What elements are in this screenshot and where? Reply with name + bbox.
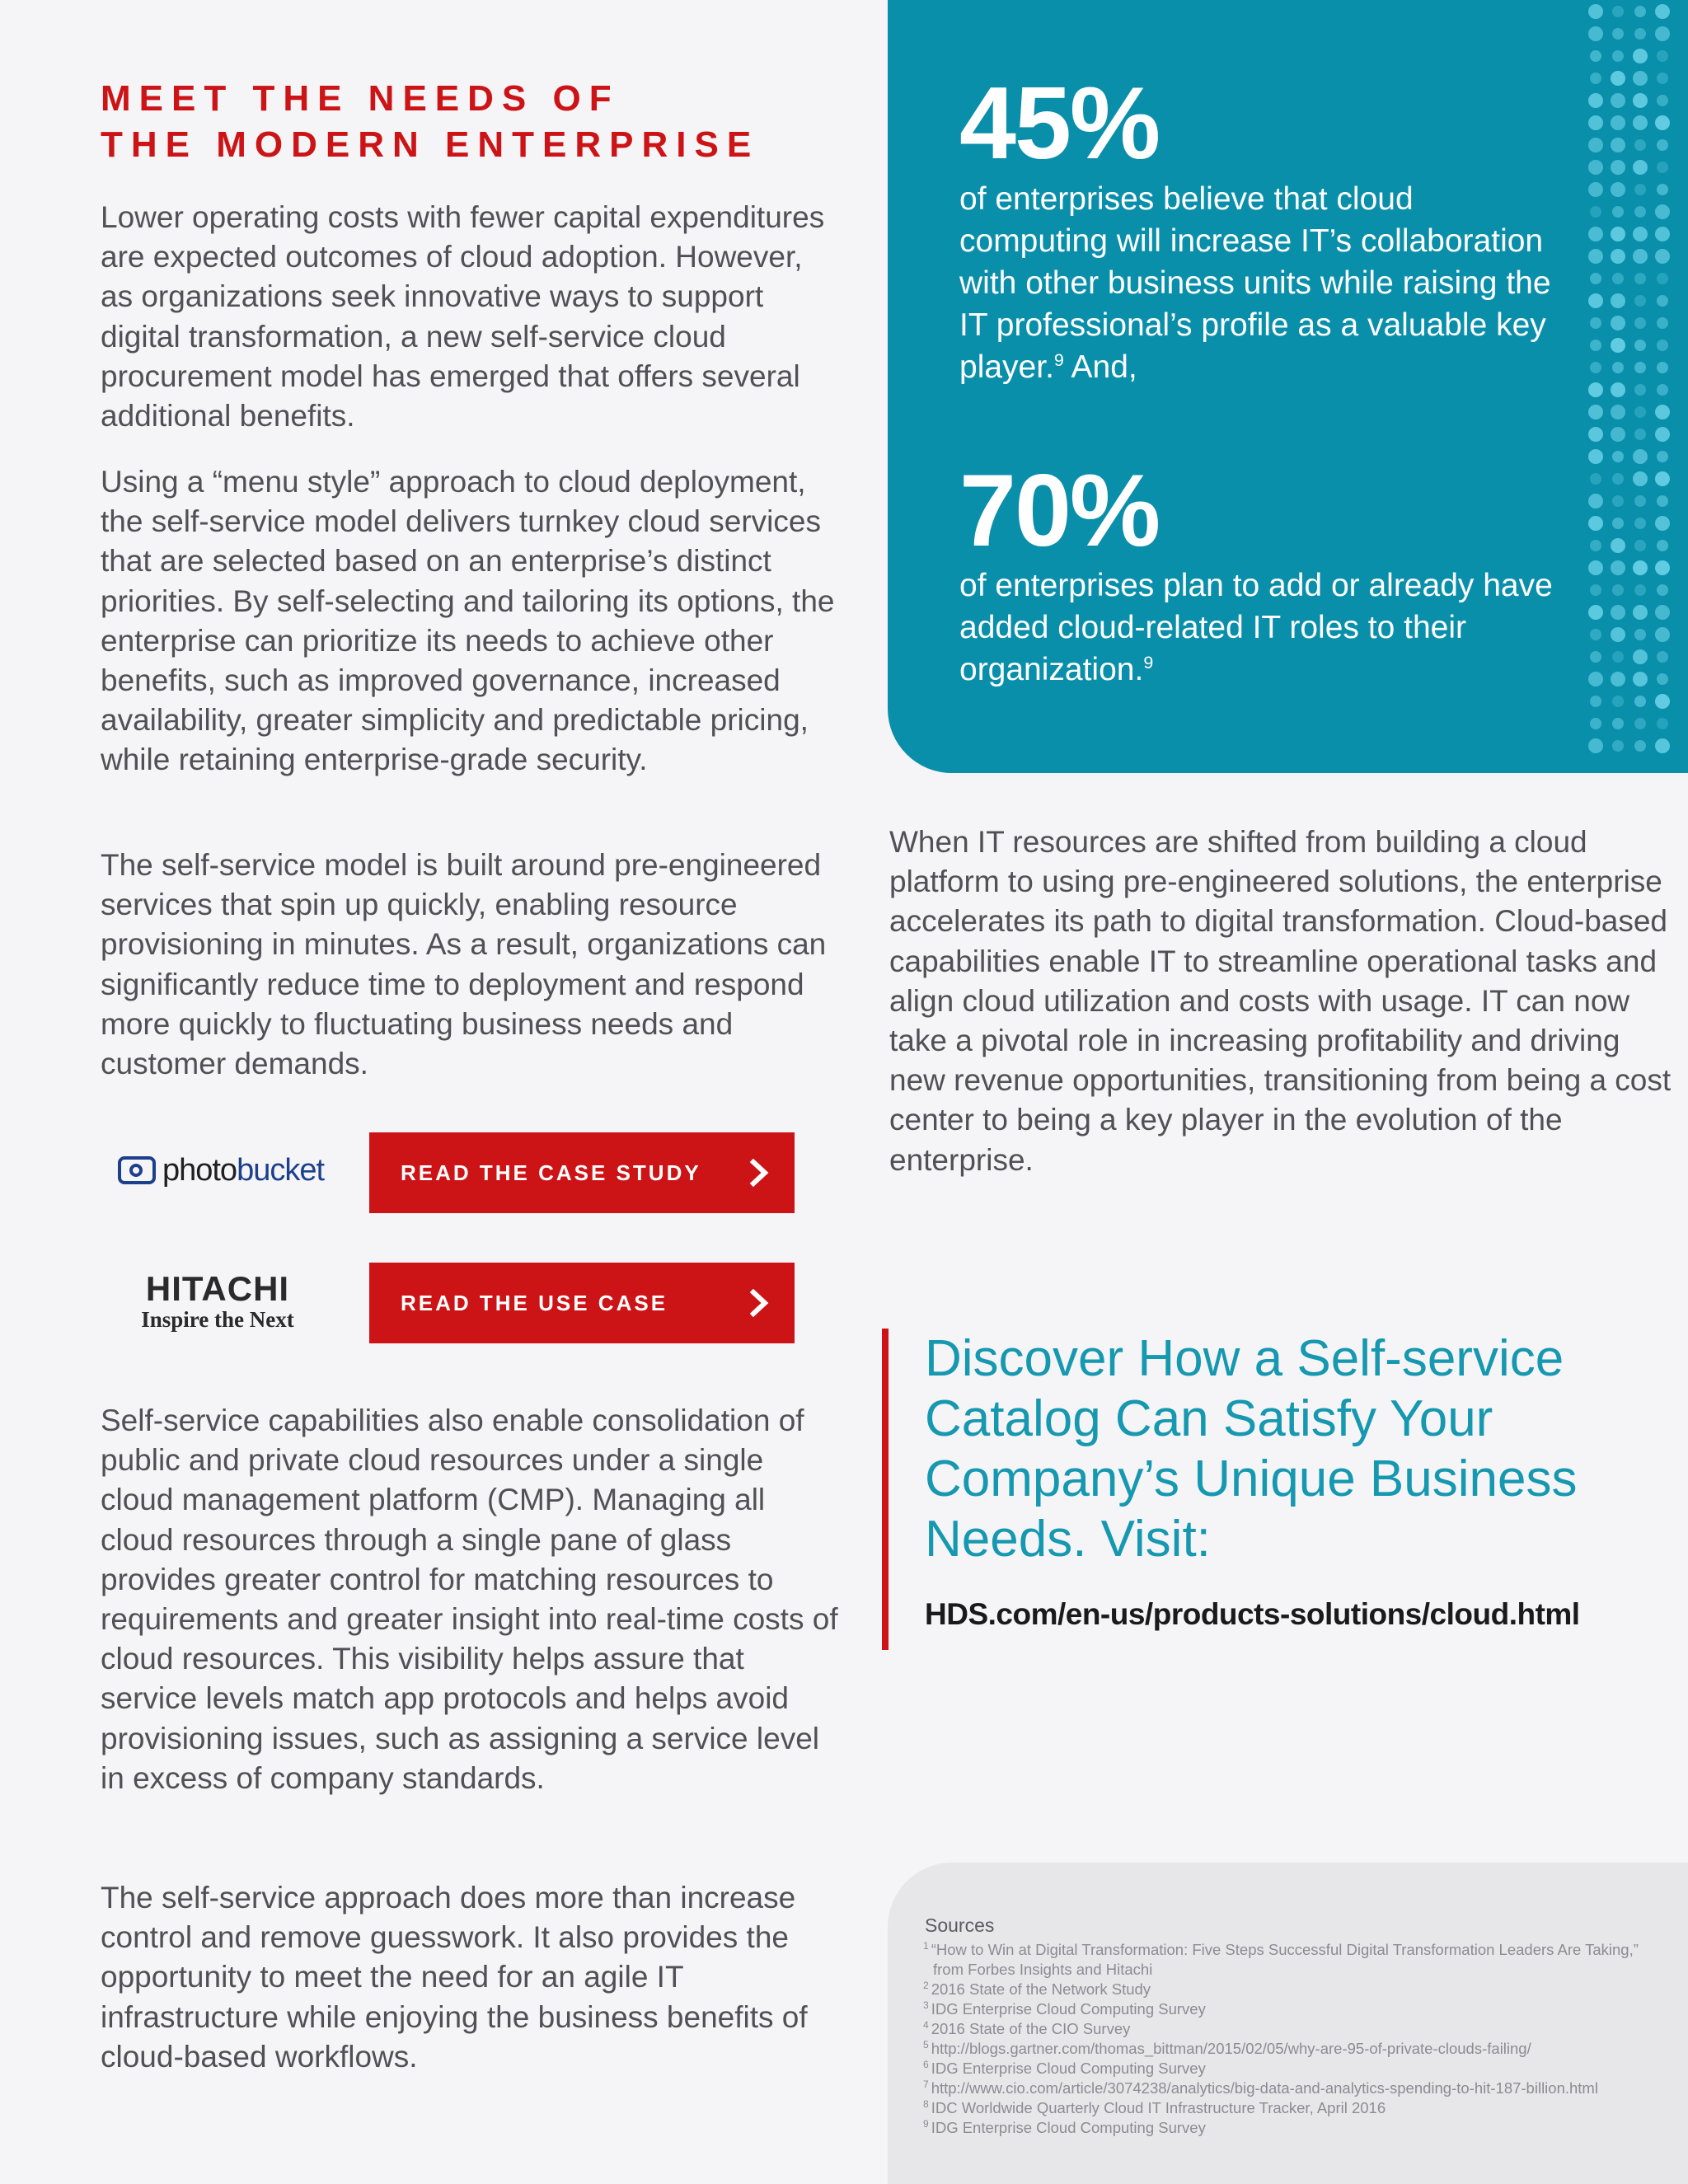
heading-line-2: THE MODERN ENTERPRISE: [101, 124, 760, 165]
pattern-dot: [1588, 160, 1603, 175]
stat-70-text: of enterprises plan to add or already have added cloud-related IT roles to their organization.: [959, 568, 1553, 687]
sources-title: Sources: [925, 1915, 995, 1936]
pattern-dot: [1655, 4, 1670, 19]
source-text: 2016 State of the Network Study: [931, 1980, 1151, 1998]
pattern-dot: [1590, 317, 1601, 329]
pattern-dot: [1612, 6, 1624, 17]
body-paragraph-5: The self-service approach does more than increase control and remove guesswork. It also provides the opportunity to meet the need for an agile IT infrastructure while enjoying the business benefits of cloud-based workflows.: [101, 1881, 808, 2074]
pattern-dot: [1633, 560, 1648, 575]
pattern-dot: [1657, 584, 1668, 596]
pattern-dot: [1657, 295, 1668, 307]
pattern-dot: [1633, 115, 1648, 130]
camera-icon: [118, 1156, 156, 1184]
pattern-dot: [1655, 694, 1670, 709]
pattern-dot: [1590, 718, 1601, 729]
pattern-dot: [1633, 605, 1648, 620]
pattern-dot: [1611, 138, 1625, 152]
pattern-dot: [1634, 362, 1646, 373]
pattern-dot: [1612, 740, 1624, 752]
pattern-dot: [1634, 340, 1646, 351]
source-text: http://www.cio.com/article/3074238/analytics/big-data-and-analytics-spending-to-hit-187-billion.html: [931, 2079, 1598, 2097]
pattern-dot: [1590, 651, 1601, 663]
pattern-dot: [1611, 227, 1625, 241]
pattern-dot: [1633, 227, 1648, 241]
pattern-dot: [1633, 649, 1648, 664]
source-number: 6: [923, 2058, 929, 2070]
photobucket-logo: [106, 1146, 336, 1195]
stat-70-percent: 70%: [959, 454, 1160, 568]
pattern-dot: [1590, 362, 1601, 373]
pattern-dot: [1634, 718, 1646, 729]
photobucket-wordmark: [162, 1153, 324, 1188]
pattern-dot: [1655, 627, 1670, 642]
pattern-dot: [1612, 718, 1624, 729]
pattern-dot: [1634, 273, 1646, 284]
pattern-dot: [1634, 696, 1646, 707]
pattern-dot: [1611, 538, 1625, 553]
photobucket-wordmark-part1: photo: [162, 1152, 237, 1188]
pattern-dot: [1657, 451, 1668, 462]
pattern-dot: [1588, 516, 1603, 531]
source-number: 7: [923, 2078, 929, 2090]
pattern-dot: [1612, 696, 1624, 707]
pattern-dot: [1634, 295, 1646, 307]
pattern-dot: [1590, 206, 1601, 218]
source-text: IDG Enterprise Cloud Computing Survey: [931, 2119, 1206, 2136]
source-item: [923, 1980, 1673, 1999]
pattern-dot: [1655, 204, 1670, 219]
pattern-dot: [1655, 227, 1670, 241]
pattern-dot: [1634, 206, 1646, 218]
pattern-dot: [1611, 427, 1625, 442]
pattern-dot: [1634, 6, 1646, 17]
hitachi-tagline: Inspire the Next: [141, 1307, 294, 1332]
source-number: 2: [923, 1979, 929, 1991]
pattern-dot: [1588, 93, 1603, 108]
source-number: 4: [923, 2018, 929, 2031]
read-case-study-label: READ THE CASE STUDY: [401, 1160, 701, 1185]
pattern-dot: [1611, 672, 1625, 687]
pattern-dot: [1633, 471, 1648, 486]
pattern-dot: [1634, 629, 1646, 640]
pattern-dot: [1588, 560, 1603, 575]
pattern-dot: [1590, 584, 1601, 596]
right-body-paragraph: When IT resources are shifted from building a cloud platform to using pre-engineered solutions, the enterprise accelerates its path to digital transformation. Cloud-based capabilities enable IT to streamline operational tasks and align cloud utilization and costs with usage. IT can now take a pivotal role in increasing profitability and driving new revenue opportunities, transitioning from being a cost center to being a key player in the evolution of the enterprise.: [889, 825, 1672, 1177]
pattern-dot: [1655, 560, 1670, 575]
pattern-dot: [1588, 449, 1603, 464]
source-text: 2016 State of the CIO Survey: [931, 2020, 1131, 2037]
pattern-dot: [1634, 184, 1646, 195]
pattern-dot: [1655, 516, 1670, 531]
pattern-dot: [1588, 227, 1603, 241]
body-paragraph-2: Using a “menu style” approach to cloud deployment, the self-service model delivers turnkey cloud services that are selected based on an enterprise’s distinct priorities. By self-selecting and tailoring its options, the enterprise can prioritize its needs to achieve other benefits, such as improved governance, increased availability, greater simplicity and predictable pricing, while retaining enterprise-grade security.: [101, 465, 835, 777]
stat-45-description: [959, 178, 1553, 388]
pattern-dot: [1657, 718, 1668, 729]
pattern-dot: [1588, 738, 1603, 753]
stat-45-suffix: And,: [1063, 349, 1137, 385]
pattern-dot: [1611, 293, 1625, 308]
dot-pattern-decoration: [1573, 0, 1688, 773]
pattern-dot: [1655, 738, 1670, 753]
read-case-study-button[interactable]: [369, 1132, 795, 1213]
pattern-dot: [1657, 95, 1668, 106]
pattern-dot: [1588, 293, 1603, 308]
stat-70-description: [959, 565, 1553, 691]
source-number: 8: [923, 2097, 929, 2110]
cloud-solutions-link[interactable]: HDS.com/en-us/products-solutions/cloud.html: [925, 1597, 1580, 1631]
pattern-dot: [1612, 206, 1624, 218]
body-paragraph-4: Self-service capabilities also enable consolidation of public and private cloud resources under a single cloud management platform (CMP). Managing all cloud resources through a single pane of glass provides greater control for matching resources to requirements and greater insight into real-time costs of cloud resources. This visibility helps assure that service levels match app protocols and helps avoid provisioning issues, such as assigning a service level in excess of company standards.: [101, 1404, 838, 1795]
pattern-dot: [1657, 673, 1668, 685]
pattern-dot: [1611, 382, 1625, 397]
callout-title: Discover How a Self-service Catalog Can Satisfy Your Company’s Unique Business Needs. Visit:: [925, 1330, 1578, 1568]
source-text: “How to Win at Digital Transformation: Five Steps Successful Digital Transformation Leaders Are Taking,” from Forbes Insights and Hitachi: [931, 1941, 1639, 1978]
pattern-dot: [1612, 28, 1624, 40]
pattern-dot: [1633, 672, 1648, 687]
pattern-dot: [1612, 495, 1624, 507]
pattern-dot: [1655, 249, 1670, 264]
source-number: 3: [923, 1999, 929, 2011]
pattern-dot: [1634, 28, 1646, 40]
pattern-dot: [1612, 651, 1624, 663]
pattern-dot: [1590, 273, 1601, 284]
pattern-dot: [1657, 317, 1668, 329]
pattern-dot: [1657, 73, 1668, 84]
pattern-dot: [1588, 182, 1603, 197]
stat-45-footnote-ref: 9: [1053, 350, 1064, 370]
pattern-dot: [1657, 362, 1668, 373]
source-item: [923, 2019, 1673, 2039]
pattern-dot: [1657, 540, 1668, 551]
pattern-dot: [1611, 160, 1625, 175]
source-item: [923, 1940, 1673, 1980]
pattern-dot: [1634, 740, 1646, 752]
read-use-case-button[interactable]: [369, 1263, 795, 1343]
pattern-dot: [1588, 405, 1603, 419]
pattern-dot: [1612, 518, 1624, 529]
pattern-dot: [1588, 115, 1603, 130]
pattern-dot: [1657, 651, 1668, 663]
source-text: IDG Enterprise Cloud Computing Survey: [931, 2060, 1206, 2077]
pattern-dot: [1590, 629, 1601, 640]
stat-45-text: of enterprises believe that cloud computing will increase IT’s collaboration with other business units while raising the IT professional’s profile as a valuable key player.: [959, 181, 1551, 385]
pattern-dot: [1612, 50, 1624, 62]
chevron-right-icon: [745, 1159, 773, 1187]
pattern-dot: [1590, 340, 1601, 351]
pattern-dot: [1657, 273, 1668, 284]
source-item: [923, 2039, 1673, 2059]
pattern-dot: [1588, 494, 1603, 509]
pattern-dot: [1612, 273, 1624, 284]
pattern-dot: [1612, 362, 1624, 373]
source-text: http://blogs.gartner.com/thomas_bittman/2015/02/05/why-are-95-of-private-clouds-failing/: [931, 2040, 1531, 2057]
pattern-dot: [1634, 518, 1646, 529]
pattern-dot: [1655, 405, 1670, 419]
pattern-dot: [1611, 115, 1625, 130]
body-paragraph-3: The self-service model is built around pre-engineered services that spin up quickly, enabling resource provisioning in minutes. As a result, organizations can significantly reduce time to deployment and respond more quickly to fluctuating business needs and customer demands.: [101, 848, 827, 1081]
pattern-dot: [1590, 473, 1601, 485]
pattern-dot: [1633, 71, 1648, 86]
hitachi-wordmark: HITACHI: [145, 1269, 290, 1308]
stats-panel: [888, 0, 1688, 773]
pattern-dot: [1655, 115, 1670, 130]
pattern-dot: [1611, 182, 1625, 197]
pattern-dot: [1634, 429, 1646, 440]
pattern-dot: [1611, 93, 1625, 108]
pattern-dot: [1611, 605, 1625, 620]
pattern-dot: [1655, 605, 1670, 620]
pattern-dot: [1634, 317, 1646, 329]
pattern-dot: [1588, 672, 1603, 687]
pattern-dot: [1655, 427, 1670, 442]
source-item: [923, 1999, 1673, 2019]
pattern-dot: [1611, 627, 1625, 642]
pattern-dot: [1633, 249, 1648, 264]
pattern-dot: [1611, 338, 1625, 353]
stat-70-footnote-ref: 9: [1143, 653, 1154, 673]
pattern-dot: [1588, 427, 1603, 442]
pattern-dot: [1657, 495, 1668, 507]
pattern-dot: [1633, 49, 1648, 63]
pattern-dot: [1634, 495, 1646, 507]
pattern-dot: [1657, 139, 1668, 151]
heading-line-1: MEET THE NEEDS OF: [101, 78, 620, 119]
pattern-dot: [1590, 73, 1601, 84]
pattern-dot: [1590, 540, 1601, 551]
source-text: IDC Worldwide Quarterly Cloud IT Infrastructure Tracker, April 2016: [931, 2099, 1386, 2116]
pattern-dot: [1633, 93, 1648, 108]
hitachi-logo: [112, 1269, 323, 1335]
pattern-dot: [1588, 382, 1603, 397]
chevron-right-icon: [745, 1289, 773, 1317]
pattern-dot: [1657, 340, 1668, 351]
pattern-dot: [1655, 26, 1670, 41]
source-item: [923, 2098, 1673, 2118]
pattern-dot: [1611, 316, 1625, 330]
pattern-dot: [1590, 696, 1601, 707]
pattern-dot: [1634, 139, 1646, 151]
pattern-dot: [1657, 50, 1668, 62]
source-number: 1: [923, 1939, 929, 1952]
pattern-dot: [1590, 50, 1601, 62]
pattern-dot: [1588, 26, 1603, 41]
pattern-dot: [1657, 162, 1668, 173]
pattern-dot: [1612, 451, 1624, 462]
pattern-dot: [1588, 138, 1603, 152]
pattern-dot: [1633, 449, 1648, 464]
source-item: [923, 2079, 1673, 2098]
pattern-dot: [1634, 406, 1646, 418]
pattern-dot: [1655, 471, 1670, 486]
source-item: [923, 2118, 1673, 2138]
pattern-dot: [1611, 71, 1625, 86]
section-heading: [101, 76, 842, 168]
source-number: 5: [923, 2038, 929, 2050]
source-item: [923, 2059, 1673, 2079]
pattern-dot: [1657, 384, 1668, 396]
pattern-dot: [1633, 160, 1648, 175]
photobucket-wordmark-part2: bucket: [237, 1152, 325, 1188]
pattern-dot: [1611, 560, 1625, 575]
stat-45-percent: 45%: [959, 67, 1160, 180]
read-use-case-label: READ THE USE CASE: [401, 1290, 668, 1315]
callout-accent-bar: [882, 1329, 889, 1650]
pattern-dot: [1611, 405, 1625, 419]
pattern-dot: [1612, 584, 1624, 596]
pattern-dot: [1588, 605, 1603, 620]
pattern-dot: [1612, 473, 1624, 485]
pattern-dot: [1634, 384, 1646, 396]
pattern-dot: [1611, 249, 1625, 264]
pattern-dot: [1657, 184, 1668, 195]
pattern-dot: [1634, 540, 1646, 551]
source-number: 9: [923, 2117, 929, 2130]
body-paragraph-1: Lower operating costs with fewer capital expenditures are expected outcomes of cloud adoption. However, as organizations seek innovative ways to support digital transformation, a new self-service cloud procurement model has emerged that offers several additional benefits.: [101, 200, 825, 434]
sources-list: [923, 1940, 1673, 2138]
source-text: IDG Enterprise Cloud Computing Survey: [931, 2000, 1206, 2018]
pattern-dot: [1588, 249, 1603, 264]
pattern-dot: [1634, 584, 1646, 596]
pattern-dot: [1588, 4, 1603, 19]
